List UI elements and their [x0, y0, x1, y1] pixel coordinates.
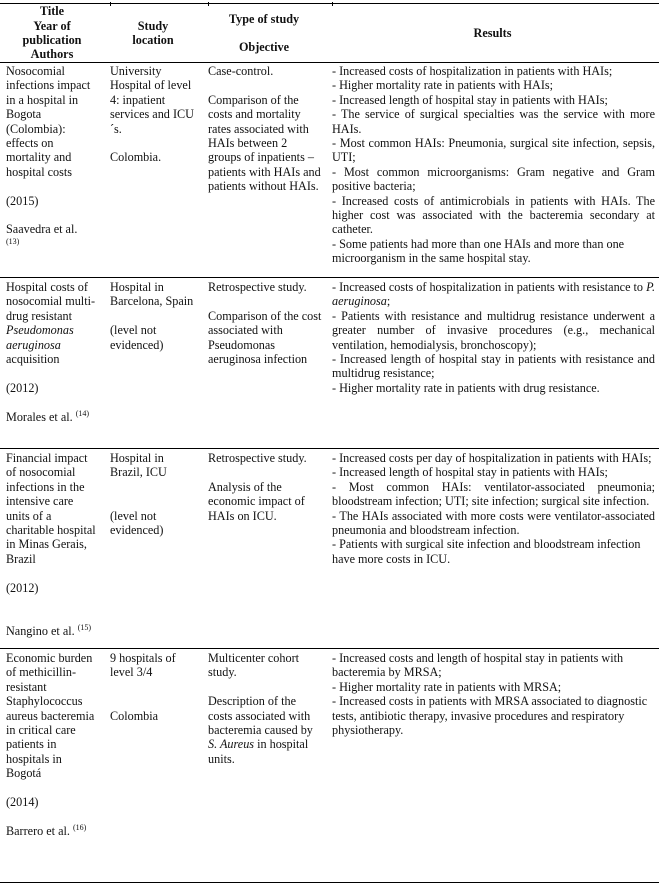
result-item: - Increased length of hospital stay in patients with HAIs; [332, 465, 608, 480]
study-authors-line [6, 410, 100, 424]
study-location-cell [104, 278, 202, 449]
result-item: - The HAIs associated with more costs were ventilator-associated pneumonia and bloodstream infection. [332, 508, 655, 538]
result-item: - Increased costs per day of hospitalization in patients with HAIs; [332, 451, 652, 465]
column-tick [332, 2, 333, 6]
study-title-cell [0, 278, 104, 449]
species-name: S. Aureus [208, 737, 255, 752]
result-item: - Patients with surgical site infection and bloodstream infection have more costs in ICU. [332, 537, 641, 566]
study-year: (2012) [6, 380, 39, 395]
study-type-cell [202, 63, 326, 278]
study-year: (2012) [6, 580, 39, 595]
result-item: - Higher mortality rate in patients with MRSA; [332, 679, 562, 694]
header-type-objective: Type of study Objective [228, 11, 300, 54]
study-results-cell [326, 278, 659, 449]
study-objective: Comparison of the costs and mortality rates associated with HAIs between 2 groups of inpatients – patients with HAIs and patients without HAIs. [208, 92, 321, 194]
species-name: Pseudomonas aeruginosa [6, 323, 74, 352]
study-authors: Morales et al. [6, 409, 73, 424]
study-authors: Barrero et al. [6, 823, 70, 838]
study-authors-line [6, 624, 100, 638]
study-authors-line [6, 824, 100, 838]
study-location-cell [104, 63, 202, 278]
study-year: (2015) [6, 193, 39, 208]
reference-number: (13) [6, 236, 20, 246]
study-authors: Saavedra et al. [6, 222, 78, 237]
study-location: Hospital in Brazil, ICU [110, 451, 167, 480]
header-results: Results [473, 25, 512, 40]
result-item: - Most common HAIs: ventilator-associated pneumonia; bloodstream infection; UTI; site infection; surgical site infection. [332, 479, 655, 509]
result-item: - Increased costs of hospitalization in patients with resistance to P. aeruginosa; [332, 280, 655, 309]
study-location: Hospital in Barcelona, Spain [110, 280, 194, 309]
study-title-cell [0, 649, 104, 883]
study-year: (2014) [6, 795, 39, 810]
result-item: - Increased costs and length of hospital stay in patients with bacteremia by MRSA; [332, 651, 624, 680]
study-location-note: (level not evidenced) [110, 508, 164, 538]
study-type-cell [202, 649, 326, 883]
study-location: University Hospital of level 4: inpatient services and ICU´s. [110, 64, 194, 136]
study-objective: Description of the costs associated with bacteremia caused by S. Aureus in hospital units. [208, 694, 313, 766]
study-objective: Comparison of the cost associated with Pseudomonas aeruginosa infection [208, 308, 322, 367]
study-title: Financial impact of nosocomial infections in the intensive care units of a charitable hospital in Minas Gerais, Brazil [6, 451, 96, 566]
study-location-cell [104, 449, 202, 649]
column-tick [110, 2, 111, 6]
result-item: - Increased costs of antimicrobials in patients with HAIs. The higher cost was associated with the bacteremia secondary at catheter. [332, 193, 655, 237]
study-location: 9 hospitals of level 3/4 [110, 651, 176, 680]
study-type: Retrospective study. [208, 280, 307, 294]
study-results-cell [326, 63, 659, 278]
study-objective: Analysis of the economic impact of HAIs on ICU. [208, 479, 305, 523]
table-row [0, 63, 659, 278]
table-header [0, 4, 659, 63]
study-authors: Nangino et al. [6, 623, 75, 638]
study-country: Colombia. [110, 150, 162, 165]
result-item: - Higher mortality rate in patients with drug resistance. [332, 380, 600, 395]
study-title: Nosocomial infections impact in a hospital in Bogota (Colombia): effects on mortality and hospital costs [6, 64, 91, 179]
study-title-cell [0, 449, 104, 649]
result-item: - Some patients had more than one HAIs and more than one microorganism in the same hospital stay. [332, 236, 625, 266]
study-location-cell [104, 649, 202, 883]
study-results-cell [326, 449, 659, 649]
study-title: Economic burden of methicillin-resistant Staphylococcus aureus bacteremia in critical care patients in hospitals in Bogotá [6, 651, 95, 781]
study-title: Hospital costs of nosocomial multi-drug resistant Pseudomonas aeruginosa acquisition [6, 280, 96, 367]
result-item: - Increased costs in patients with MRSA associated to diagnostic tests, antibiotic therapy, invasive procedures and respiratory physiotherapy. [332, 694, 648, 738]
table-row [0, 649, 659, 883]
study-type-cell [202, 278, 326, 449]
reference-number: (15) [77, 622, 92, 632]
reference-number: (14) [75, 408, 90, 418]
column-tick [208, 2, 209, 6]
result-item: - Higher mortality rate in patients with HAIs; [332, 78, 554, 93]
result-item: - Increased length of hospital stay in patients with resistance and multidrug resistance; [332, 352, 655, 381]
result-item: - Most common microorganisms: Gram negative and Gram positive bacteria; [332, 164, 655, 194]
studies-table [0, 3, 659, 883]
result-item: - The service of surgical specialties was the service with more HAIs. [332, 107, 655, 136]
result-item: - Increased length of hospital stay in patients with HAIs; [332, 92, 608, 107]
header-title-year-authors: Title Year of publication Authors [22, 4, 82, 62]
reference-number: (16) [73, 822, 87, 832]
result-item: - Increased costs of hospitalization in patients with HAIs; [332, 64, 613, 78]
study-type: Retrospective study. [208, 451, 307, 465]
study-results-cell [326, 649, 659, 883]
study-type-cell [202, 449, 326, 649]
study-location-note: (level not evidenced) [110, 323, 164, 352]
table-row [0, 449, 659, 649]
result-item: - Most common HAIs: Pneumonia, surgical site infection, sepsis, UTI; [332, 136, 655, 165]
study-title-cell [0, 63, 104, 278]
header-study-location: Study location [132, 18, 174, 47]
study-type: Case-control. [208, 64, 274, 78]
study-type: Multicenter cohort study. [208, 651, 300, 680]
study-country: Colombia [110, 708, 159, 723]
table-row [0, 278, 659, 449]
result-item: - Patients with resistance and multidrug resistance underwent a greater number of invasive procedures (e.g., mechanical ventilation, hemodialysis, bronchoscopy); [332, 308, 655, 352]
